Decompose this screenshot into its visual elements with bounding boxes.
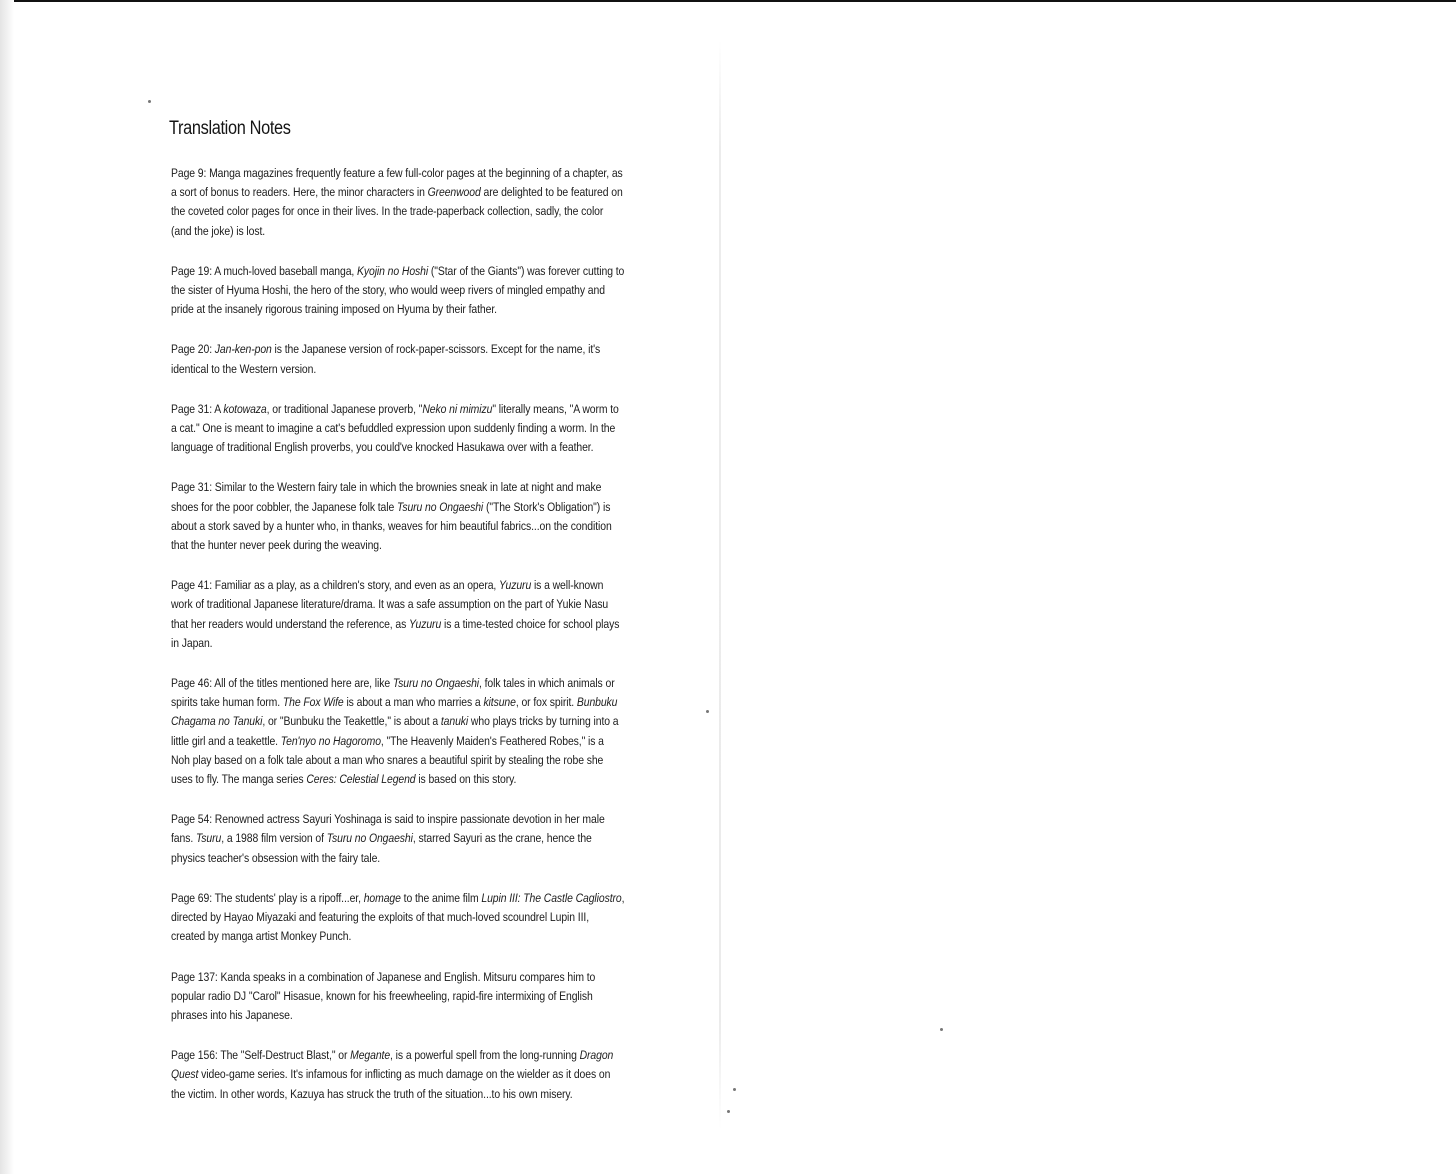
note-italic-title: The Fox Wife: [282, 695, 344, 710]
translation-note: [171, 1046, 625, 1104]
note-italic-title: Yuzuru: [499, 578, 532, 593]
note-text: is the Japanese version of rock-paper-scissors. Except for the name, it's identical to the Western version.: [171, 342, 601, 376]
note-italic-title: Dragon Quest: [171, 1048, 614, 1082]
note-italic-title: homage: [363, 890, 401, 905]
note-italic-title: Bunbuku Chagama no Tanuki: [171, 695, 618, 729]
note-italic-title: Tsuru: [195, 831, 222, 846]
translation-note: [171, 810, 625, 868]
translation-note: [171, 340, 625, 378]
note-italic-title: kitsune: [483, 695, 516, 710]
note-italic-title: kotowaza: [223, 401, 267, 416]
scan-left-edge: [0, 0, 14, 1174]
note-italic-title: Megante: [350, 1048, 391, 1063]
note-text: Page 31: Similar to the Western fairy tale in which the brownies sneak in late at night and make shoes for the poor cobbler, the Japanese folk tale: [171, 480, 602, 514]
translation-note: [171, 674, 625, 789]
note-text: Page 54: Renowned actress Sayuri Yoshinaga is said to inspire passionate devotion in her male fans.: [171, 812, 605, 846]
note-text: is about a man who marries a: [343, 695, 484, 710]
note-italic-title: Jan-ken-pon: [214, 342, 272, 357]
note-text: is a well-known work of traditional Japanese literature/drama. It was a safe assumption on the part of Yukie Nasu that her readers would understand the reference, as: [171, 578, 609, 631]
note-text: " literally means, "A worm to a cat." One is meant to imagine a cat's befuddled expression upon suddenly finding a worm. In the language of traditional English proverbs, you could've knocked Hasukawa over with a feather.: [171, 401, 619, 455]
note-italic-title: Lupin III: The Castle Cagliostro: [481, 890, 622, 905]
scan-speck: [706, 710, 709, 713]
note-text: , folk tales in which animals or spirits take human form.: [171, 676, 615, 710]
note-text: Page 137: Kanda speaks in a combination of Japanese and English. Mitsuru compares him to popular radio DJ "Carol" Hisasue, known for his freewheeling, rapid-fire intermixing of English phrases into his Japanese.: [171, 969, 596, 1022]
note-text: Page 41: Familiar as a play, as a children's story, and even as an opera,: [171, 578, 500, 593]
note-text: , starred Sayuri as the crane, hence the physics teacher's obsession with the fairy tale.: [171, 831, 592, 865]
note-italic-title: tanuki: [440, 714, 469, 729]
scan-speck: [727, 1110, 730, 1113]
note-text: Page 46: All of the titles mentioned here are, like: [171, 676, 393, 691]
left-page: [165, 118, 635, 1125]
note-text: are delighted to be featured on the coveted color pages for once in their lives. In the trade-paperback collection, sadly, the color (and the joke) is lost.: [171, 185, 623, 238]
note-text: to the anime film: [400, 890, 482, 905]
note-text: is a time-tested choice for school plays in Japan.: [171, 616, 620, 650]
note-text: , or "Bunbuku the Teakettle," is about a: [262, 714, 441, 729]
note-italic-title: Neko ni mimizu: [422, 401, 493, 416]
page-title: Translation Notes: [169, 118, 291, 139]
translation-note: [171, 576, 625, 653]
scan-speck: [733, 1088, 736, 1091]
note-italic-title: Ceres: Celestial Legend: [306, 772, 416, 787]
note-text: , a 1988 film version of: [221, 831, 327, 846]
scan-speck: [940, 1028, 943, 1031]
translation-note: [171, 889, 625, 947]
translation-note: [171, 968, 625, 1026]
note-italic-title: Tsuru no Ongaeshi: [326, 831, 413, 846]
note-text: ("Star of the Giants") was forever cutting to the sister of Hyuma Hoshi, the hero of the story, who would weep rivers of mingled empathy and pride at the insanely rigorous training imposed on Hyuma by their father.: [171, 263, 625, 317]
note-text: Page 19: A much-loved baseball manga,: [171, 263, 358, 278]
translation-notes-list: [165, 164, 635, 1104]
note-text: , is a powerful spell from the long-running: [390, 1048, 580, 1063]
note-text: video-game series. It's infamous for inflicting as much damage on the wielder as it does on the victim. In other words, Kazuya has struck the truth of the situation...to his own misery.: [171, 1067, 611, 1101]
note-text: , or fox spirit.: [515, 695, 577, 710]
note-text: is based on this story.: [415, 772, 517, 787]
scan-speck: [148, 100, 151, 103]
translation-note: [171, 478, 625, 555]
note-text: who plays tricks by turning into a little girl and a teakettle.: [171, 714, 619, 748]
note-text: Page 20:: [171, 342, 215, 357]
note-text: Page 69: The students' play is a ripoff...er,: [171, 890, 364, 905]
translation-note: [171, 164, 625, 241]
translation-note: [171, 262, 625, 320]
note-text: Page 156: The "Self-Destruct Blast," or: [171, 1048, 351, 1063]
note-italic-title: Kyojin no Hoshi: [357, 263, 429, 278]
note-italic-title: Tsuru no Ongaeshi: [397, 499, 484, 514]
page-gutter: [719, 40, 721, 1130]
note-text: , or traditional Japanese proverb, ": [266, 401, 423, 416]
note-text: , directed by Hayao Miyazaki and featuring the exploits of that much-loved scoundrel Lupin III, created by manga artist Monkey Punch.: [171, 890, 625, 944]
scan-top-edge: [0, 0, 1456, 2]
note-italic-title: Tsuru no Ongaeshi: [392, 676, 480, 691]
note-italic-title: Yuzuru: [409, 616, 442, 631]
note-italic-title: Ten'nyo no Hagoromo: [280, 733, 381, 748]
note-text: Page 31: A: [171, 401, 224, 416]
note-text: , "The Heavenly Maiden's Feathered Robes," is a Noh play based on a folk tale about a man who snares a beautiful spirit by stealing the robe she uses to fly. The manga series: [171, 733, 604, 787]
note-italic-title: Greenwood: [427, 185, 481, 200]
translation-note: [171, 400, 625, 458]
note-text: Page 9: Manga magazines frequently feature a few full-color pages at the beginning of a chapter, as a sort of bonus to readers. Here, the minor characters in: [171, 166, 623, 200]
note-text: ("The Stork's Obligation") is about a stork saved by a hunter who, in thanks, weaves for him beautiful fabrics...on the condition that the hunter never peek during the weaving.: [171, 499, 612, 553]
